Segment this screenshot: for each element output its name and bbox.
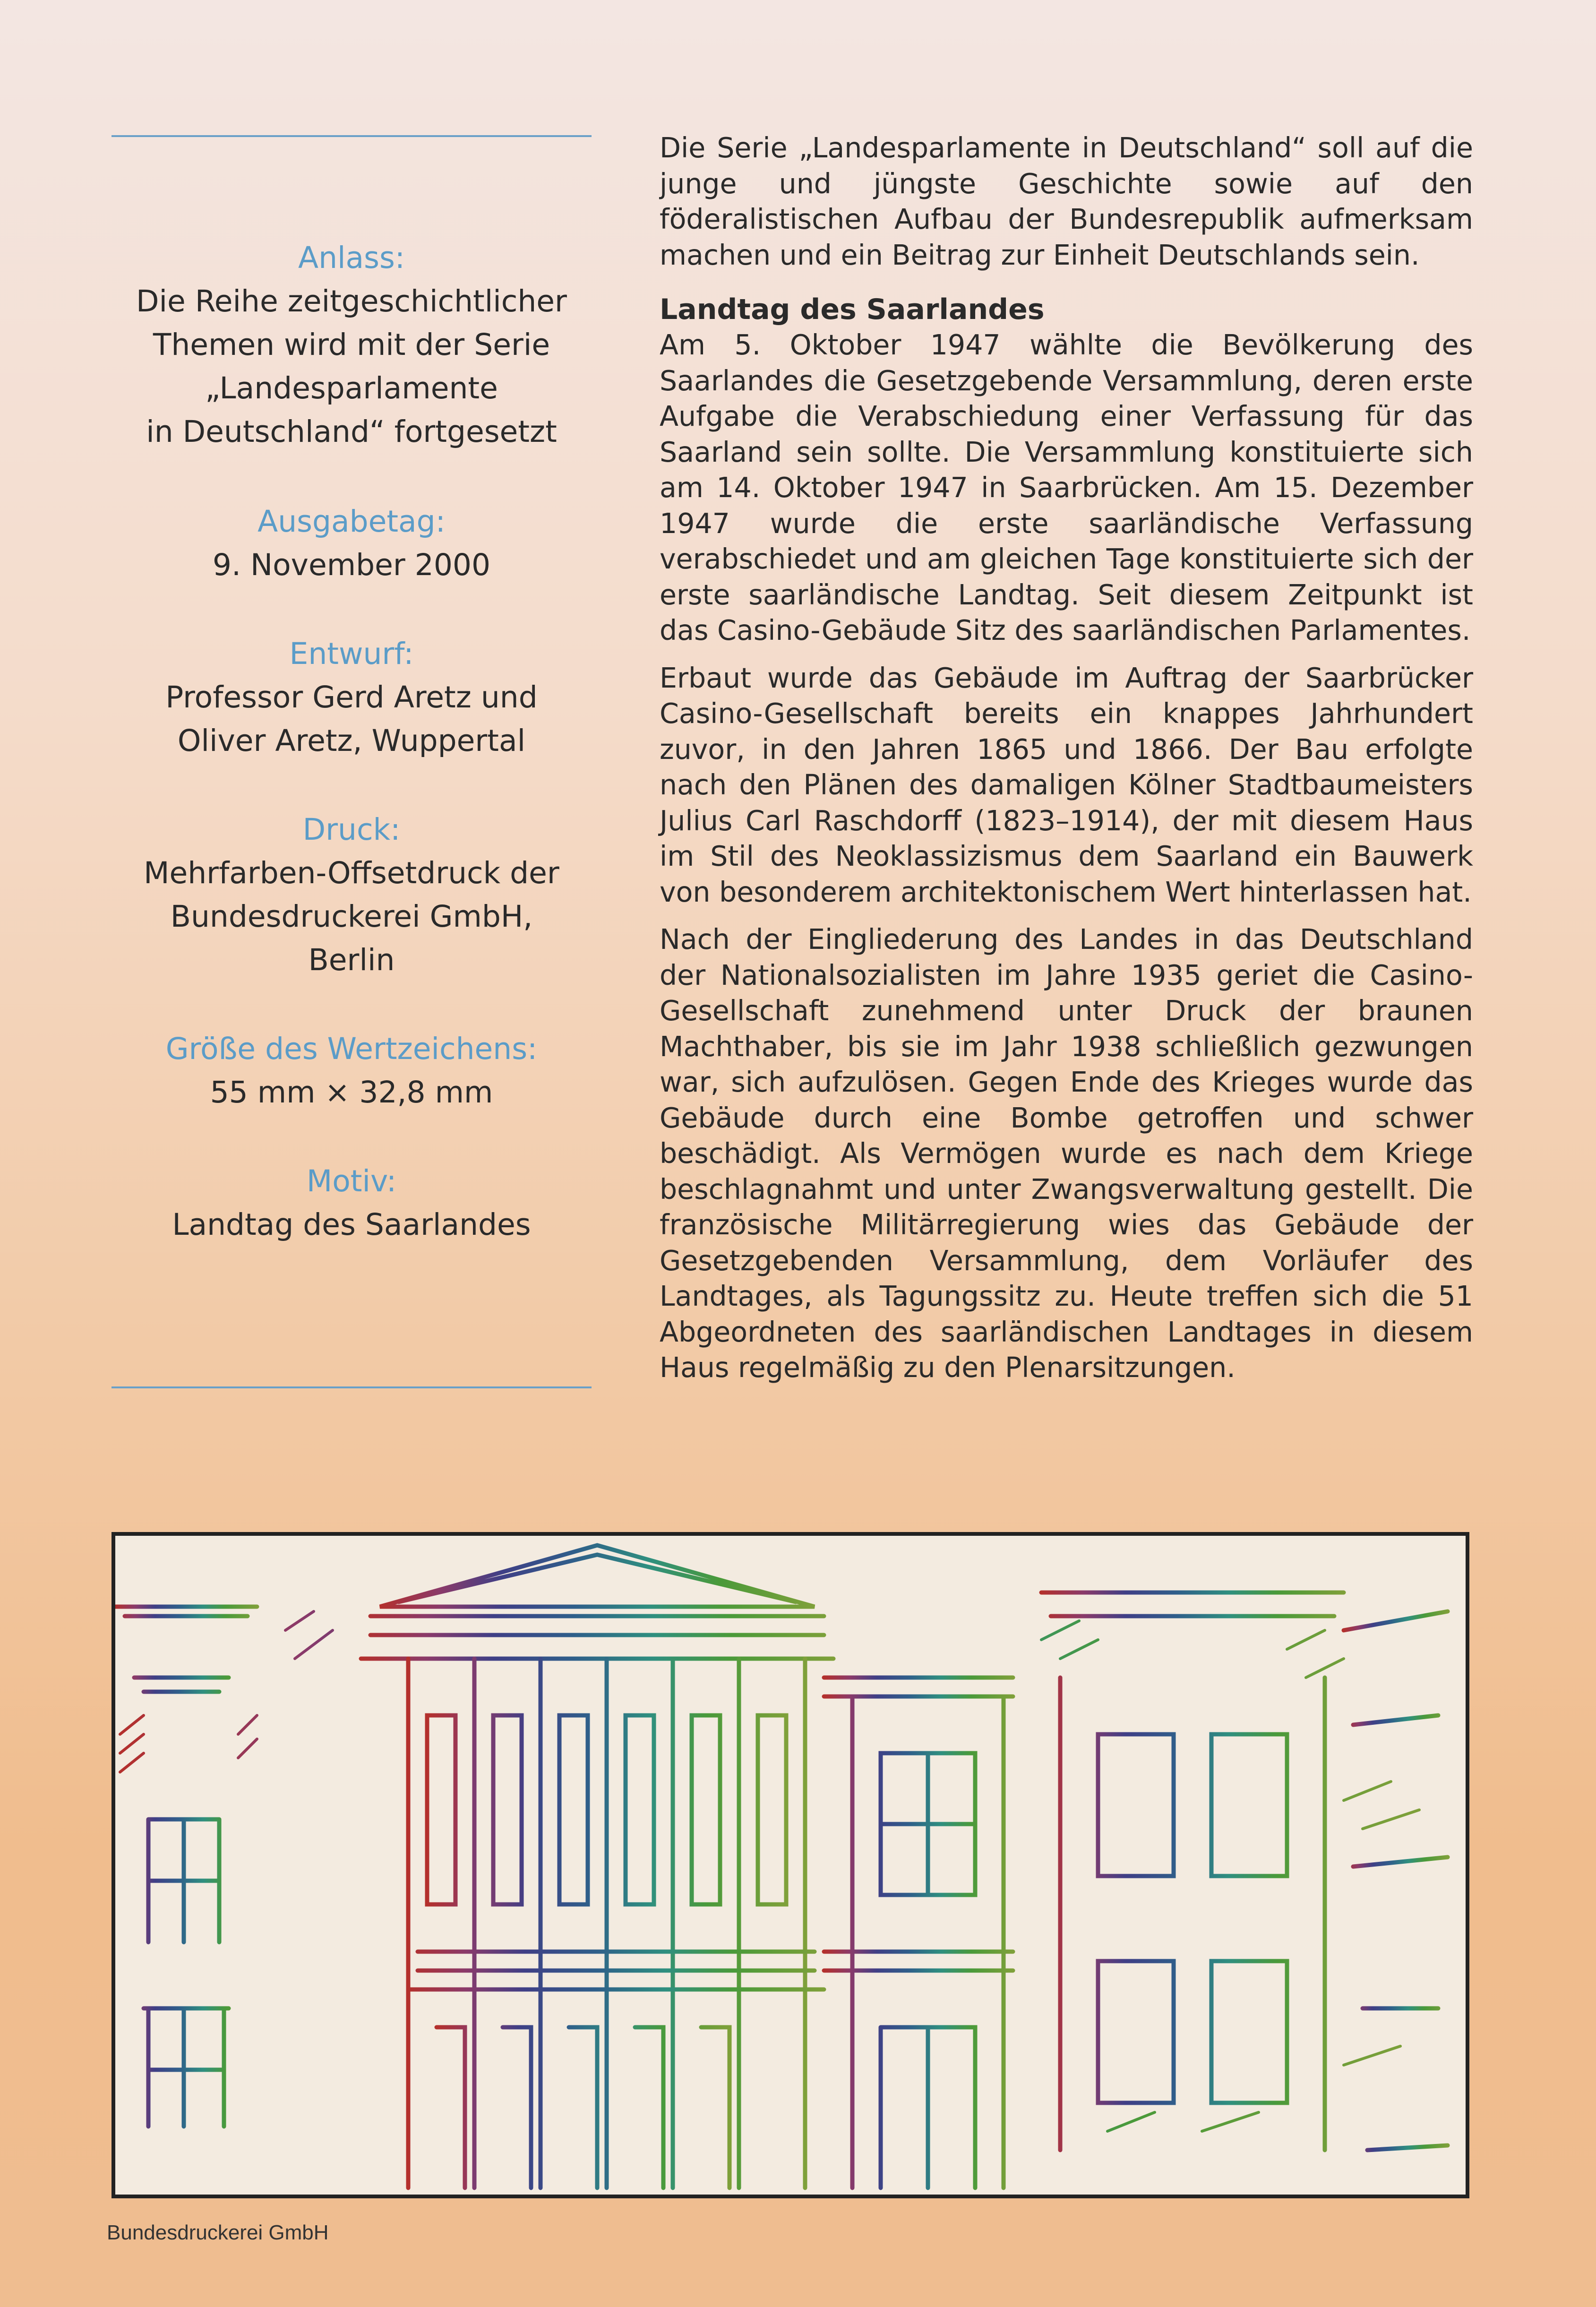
publisher-footer: Bundesdruckerei GmbH <box>107 2221 329 2244</box>
info-label: Entwurf: <box>289 637 414 671</box>
info-stamp-size <box>112 1027 592 1114</box>
info-value: 9. November 2000 <box>212 548 491 582</box>
info-design <box>112 632 592 763</box>
info-value: Landtag des Saarlandes <box>172 1207 531 1242</box>
info-label: Anlass: <box>298 241 405 275</box>
article-text <box>660 130 1473 1386</box>
intro-paragraph: Die Serie „Landesparlamente in Deutschland“ soll auf die junge und jüngste Geschichte sowie auf den föderalistischen Aufbau der Bundesrepublik aufmerksam machen und ein Beitrag zur Einheit Deutschlands sein. <box>660 132 1473 271</box>
info-print <box>112 808 592 982</box>
divider-top <box>112 135 592 137</box>
info-label: Druck: <box>302 812 401 847</box>
info-motif <box>112 1160 592 1247</box>
info-label: Ausgabetag: <box>257 504 446 539</box>
info-label: Größe des Wertzeichens: <box>165 1032 538 1066</box>
info-value: 55 mm × 32,8 mm <box>210 1075 493 1110</box>
article-paragraph: Erbaut wurde das Gebäude im Auftrag der Saarbrücker Casino-Gesellschaft bereits ein knappes Jahrhundert zuvor, in den Jahren 1865 und 1866. Der Bau erfolgte nach den Plänen des damaligen Kölner Stadtbaumeisters Julius Carl Raschdorff (1823–1914), der mit diesem Haus im Stil des Neoklassizismus dem Saarland ein Bauwerk von besonderem architektonischem Wert hinterlassen hat. <box>660 662 1473 908</box>
article-paragraph: Nach der Eingliederung des Landes in das Deutschland der Nationalsozialisten im Jahre 1935 geriet die Casino-Gesellschaft zunehmend unter Druck der braunen Machthaber, bis sie im Jahr 1938 schließlich gezwungen war, sich aufzulösen. Gegen Ende des Krieges wurde das Gebäude durch eine Bombe getroffen und schwer beschädigt. Als Vermögen wurde es nach dem Kriege beschlagnahmt und unter Zwangsverwaltung gestellt. Die französische Militärregierung wies das Gebäude der Gesetzgebenden Versammlung, dem Vorläufer des Landtages, als Tagungssitz zu. Heute treffen sich die 51 Abgeordneten des saarländischen Landtages in diesem Haus regelmäßig zu den Plenarsitzungen. <box>660 923 1473 1384</box>
info-occasion <box>112 236 592 454</box>
info-issue-date <box>112 500 592 587</box>
building-sketch <box>115 1536 1466 2195</box>
info-value: Mehrfarben-Offsetdruck der Bundesdruckerei GmbH, Berlin <box>144 856 559 977</box>
landtag-building-illustration <box>112 1532 1469 2198</box>
info-value: Die Reihe zeitgeschichtlicher Themen wird mit der Serie „Landesparlamente in Deutschland“ fortgesetzt <box>136 284 567 449</box>
article-paragraph: Am 5. Oktober 1947 wählte die Bevölkerung des Saarlandes die Gesetzgebende Versammlung, deren erste Aufgabe die Verabschiedung einer Verfassung für das Saarland sein sollte. Die Versammlung konstituierte sich am 14. Oktober 1947 in Saarbrücken. Am 15. Dezember 1947 wurde die erste saarländische Verfassung verabschiedet und am gleichen Tage konstituierte sich der erste saarländische Landtag. Seit diesem Zeitpunkt ist das Casino-Gebäude Sitz des saarländischen Parlamentes. <box>660 329 1473 646</box>
stamp-info-column <box>112 236 592 1292</box>
info-label: Motiv: <box>306 1164 397 1198</box>
info-value: Professor Gerd Aretz und Oliver Aretz, Wuppertal <box>165 680 538 758</box>
divider-bottom <box>112 1386 592 1388</box>
article-heading: Landtag des Saarlandes <box>660 293 1045 326</box>
